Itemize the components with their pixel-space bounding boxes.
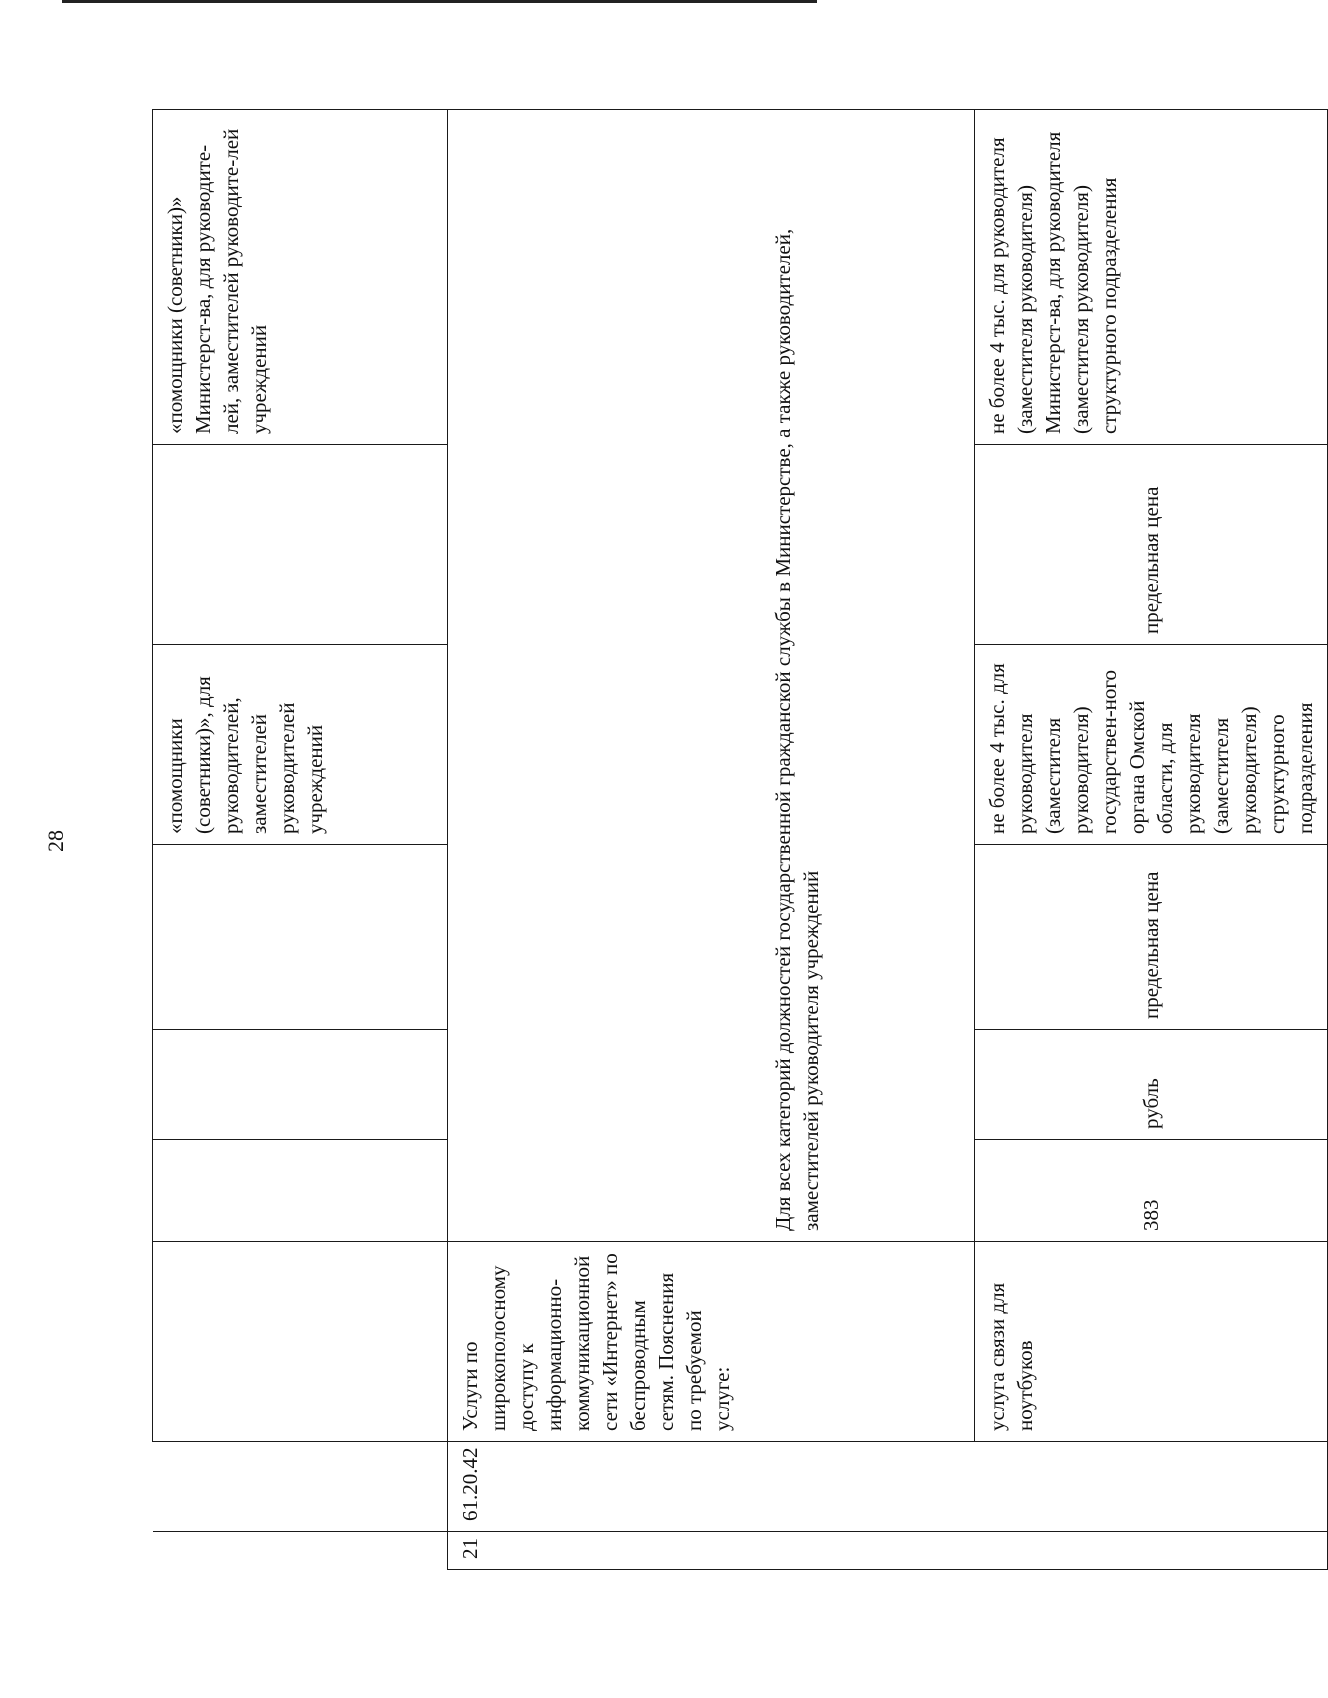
cell-value-2: не более 4 тыс. для руководителя (заместителя руководителя) Министерст-ва, для руководителя (заместителя руководителя) структурного подразделения — [975, 110, 1328, 445]
cell-row-number: 21 — [448, 1532, 1328, 1570]
cell-okei-continued — [153, 1140, 448, 1242]
table-row — [153, 110, 448, 1570]
rotated-table — [152, 110, 1317, 1570]
cell-characteristic-2: предельная цена — [975, 445, 1328, 645]
cell-unit-continued — [153, 1030, 448, 1140]
page-number: 28 — [43, 830, 68, 852]
scan-top-edge — [62, 0, 817, 3]
cell-category-text: Для всех категорий должностей государственной гражданской службы в Министерстве, а также руководителей, заместителей руководителя учреждений — [448, 110, 975, 1242]
table-row — [448, 110, 975, 1570]
cell-characteristic-2-continued — [153, 445, 448, 645]
cell-characteristic-continued — [153, 845, 448, 1030]
cell-unit: рубль — [975, 1030, 1328, 1140]
cell-code-continued — [153, 1442, 448, 1532]
cell-name-continued — [153, 1242, 448, 1442]
cell-laptop-service: услуга связи для ноутбуков — [975, 1242, 1328, 1442]
cell-okpd-code: 61.20.42 — [448, 1442, 1328, 1532]
requirements-table — [152, 109, 1328, 1570]
cell-assistants-for-heads: «помощники (советники)», для руководителей, заместителей руководителей учреждений — [153, 645, 448, 845]
cell-assistants-for-ministry: «помощники (советники)» Министерст-ва, для руководите-лей, заместителей руководите-лей учреждений — [153, 110, 448, 445]
table-container — [152, 110, 1317, 1570]
cell-service-name: Услуги по широкополосному доступу к информационно-коммуникационной сети «Интернет» по беспроводным сетям. Пояснения по требуемой услуге: — [448, 1242, 975, 1442]
cell-okei-code: 383 — [975, 1140, 1328, 1242]
cell-number-continued — [153, 1532, 448, 1570]
cell-characteristic-1: предельная цена — [975, 845, 1328, 1030]
cell-value-1: не более 4 тыс. для руководителя (заместителя руководителя) государствен-ного органа Омской области, для руководителя (заместителя руководителя) структурного подразделения — [975, 645, 1328, 845]
table-row — [975, 110, 1328, 1570]
